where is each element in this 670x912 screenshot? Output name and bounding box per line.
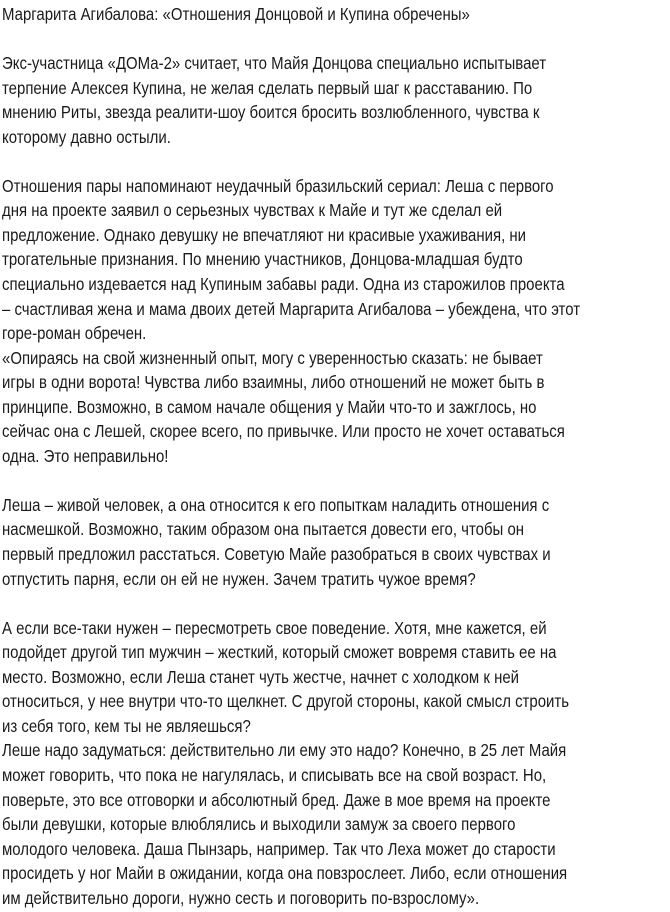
quote-line: Леше надо задуматься: действительно ли ему это надо? Конечно, в 25 лет Майя [2, 740, 567, 761]
text-line: терпение Алексея Купина, не желая сделать первый шаг к расставанию. По [2, 77, 533, 98]
text-line: Отношения пары напоминают неудачный бразильский сериал: Леша с первого [2, 175, 554, 196]
text-line: – счастливая жена и мама двоих детей Маргарита Агибалова – убеждена, что этот [2, 298, 581, 319]
quote-line: им действительно дороги, нужно сесть и поговорить по-взрослому». [2, 887, 480, 908]
text-line: Экс-участница «ДОМа-2» считает, что Майя Донцова специально испытывает [2, 53, 547, 74]
text-line: трогательные признания. По мнению участников, Донцова-младшая будто [2, 249, 523, 270]
quote-line: молодого человека. Даша Пынзарь, например. Так что Леха может до старости [2, 838, 556, 859]
quote-line: может говорить, что пока не нагулялась, и списывать все на свой возраст. Но, [2, 764, 547, 785]
article-title [2, 2, 670, 27]
quote-line: сейчас она с Лешей, скорее всего, по привычке. Или просто не хочет оставаться [2, 421, 565, 442]
paragraph-spacer [2, 149, 670, 174]
paragraph-3 [2, 493, 670, 591]
quote-line: А если все-таки нужен – пересмотреть свое поведение. Хотя, мне кажется, ей [2, 617, 547, 638]
paragraph-spacer [2, 27, 670, 52]
quote-line: отпустить парня, если он ей не нужен. Зачем тратить чужое время? [2, 568, 476, 589]
quote-line: первый предложил расстаться. Советую Майе разобраться в своих чувствах и [2, 544, 551, 565]
paragraph-4 [2, 616, 670, 911]
article [2, 2, 670, 910]
text-line: мнению Риты, звезда реалити-шоу боится бросить возлюбленного, чувства к [2, 102, 540, 123]
text-line: дня на проекте заявил о серьезных чувствах к Майе и тут же сделал ей [2, 200, 503, 221]
text-line: которому давно остыли. [2, 126, 171, 147]
text-line: предложение. Однако девушку не впечатляют ни красивые ухаживания, ни [2, 224, 527, 245]
quote-line: поверьте, это все отговорки и абсолютный бред. Даже в мое время на проекте [2, 789, 551, 810]
quote-line: игры в одни ворота! Чувства либо взаимны, либо отношений не может быть в [2, 372, 545, 393]
quote-line: «Опираясь на свой жизненный опыт, могу с уверенностью сказать: не бывает [2, 347, 543, 368]
quote-line: подойдет другой тип мужчин – жесткий, который сможет вовремя ставить ее на [2, 642, 557, 663]
text-line: горе-роман обречен. [2, 323, 147, 344]
quote-line: Леша – живой человек, а она относится к его попыткам наладить отношения с [2, 494, 550, 515]
quote-line: относиться, у нее внутри что-то щелкнет. С другой стороны, какой смысл строить [2, 691, 570, 712]
text-line: специально издевается над Купиным забавы ради. Одна из старожилов проекта [2, 274, 565, 295]
quote-line: одна. Это неправильно! [2, 445, 169, 466]
quote-line: место. Возможно, если Леша станет чуть жестче, начнет с холодком к ней [2, 666, 520, 687]
paragraph-spacer [2, 468, 670, 493]
quote-line: были девушки, которые влюблялись и выходили замуж за своего первого [2, 814, 516, 835]
paragraph-2 [2, 174, 670, 469]
paragraph-1 [2, 51, 670, 149]
quote-line: просидеть у ног Майи в ожидании, когда она повзрослеет. Либо, если отношения [2, 863, 568, 884]
quote-line: из себя того, кем ты не являешься? [2, 715, 251, 736]
title-text: Маргарита Агибалова: «Отношения Донцовой и Купина обречены» [2, 4, 470, 24]
quote-line: принципе. Возможно, в самом начале общения у Майи что-то и зажглось, но [2, 396, 537, 417]
paragraph-spacer [2, 591, 670, 616]
quote-line: насмешкой. Возможно, таким образом она пытается довести его, чтобы он [2, 519, 525, 540]
